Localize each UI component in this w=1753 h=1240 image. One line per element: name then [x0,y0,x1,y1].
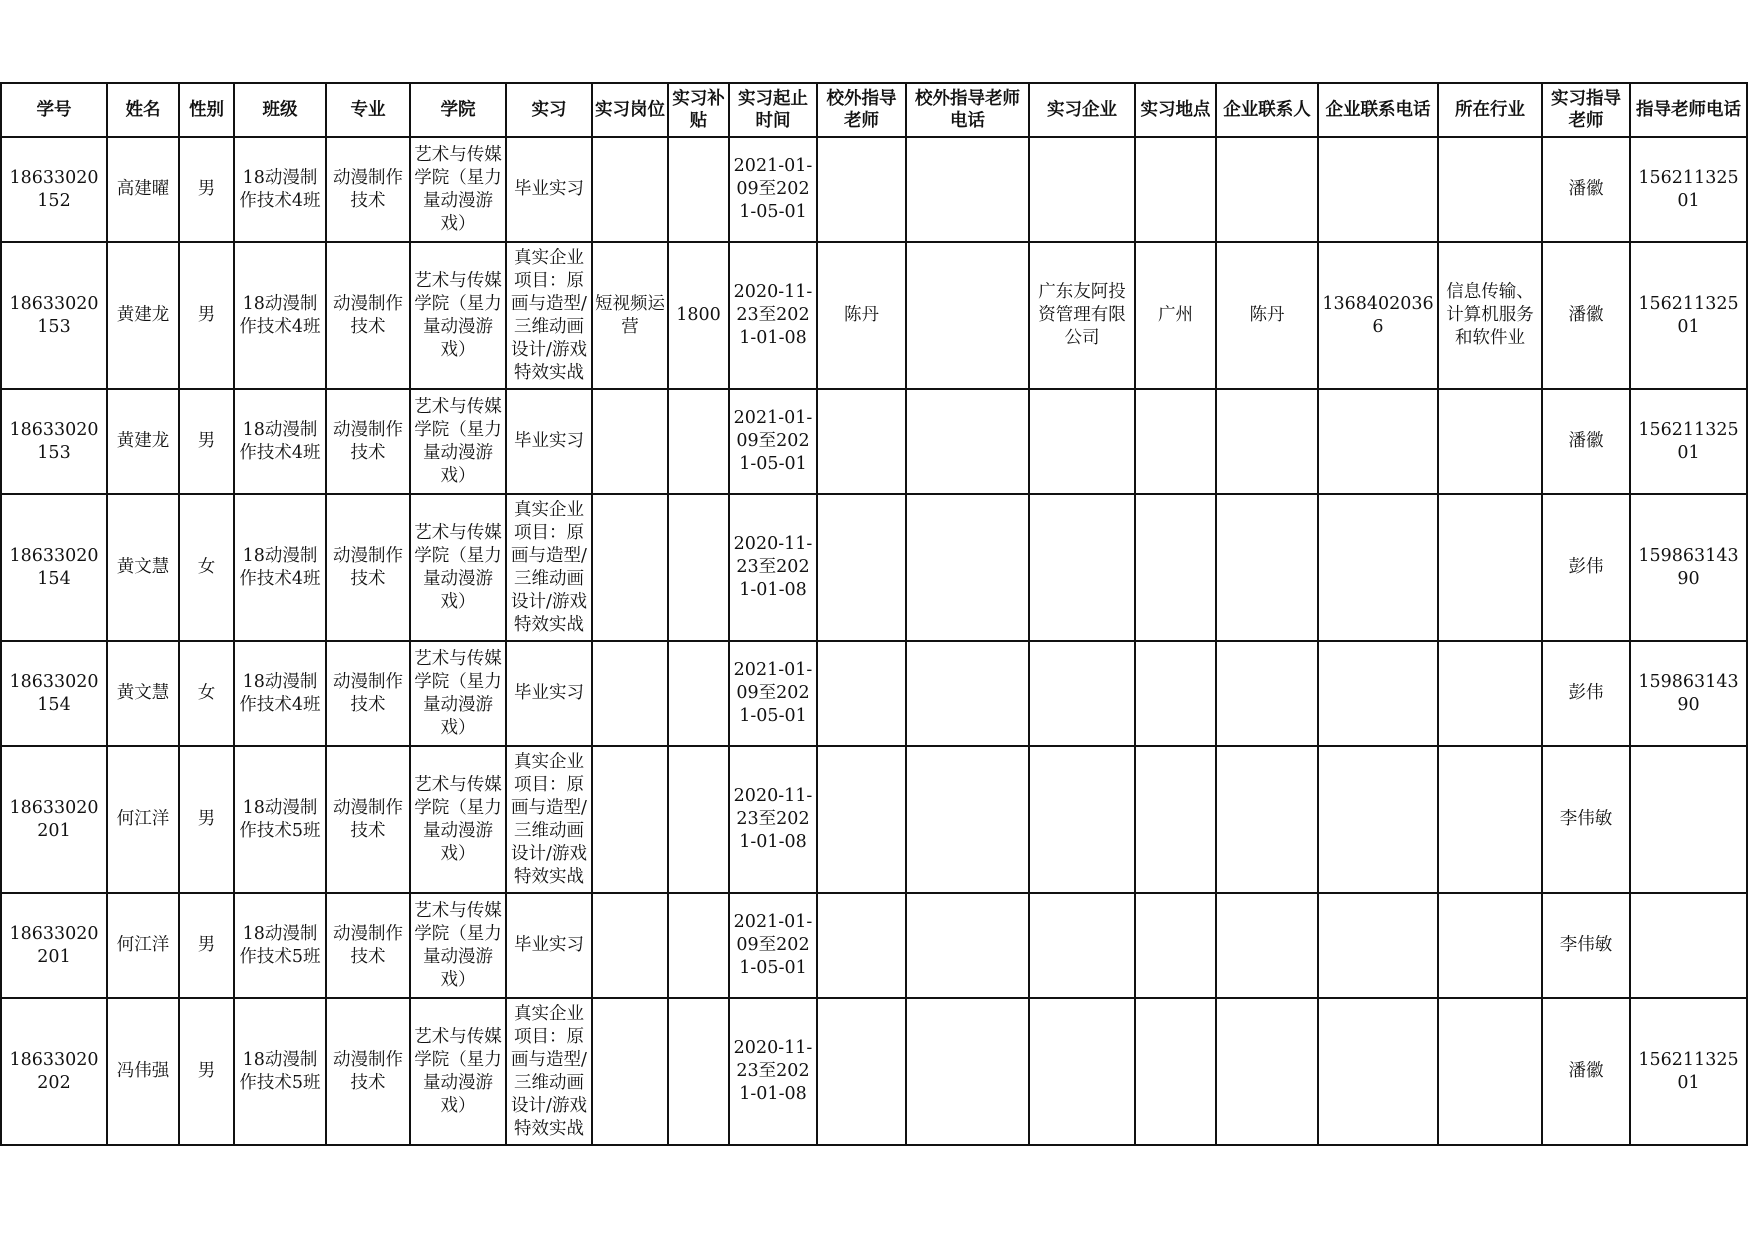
cell-class [234,641,326,746]
cell-text: 冯伟强 [116,1061,170,1081]
cell-text: 女 [197,683,216,703]
cell-text: 潘徽 [1568,1061,1604,1081]
cell-text: 15986314390 [1638,545,1739,589]
cell-company-contact [1216,893,1318,998]
cell-company [1029,746,1135,893]
cell-major [326,893,410,998]
cell-mentor-phone [1630,242,1747,389]
cell-company [1029,998,1135,1145]
header-class: 班级 [234,83,326,137]
cell-period [729,998,817,1145]
cell-internship [506,137,592,242]
cell-company-contact [1216,242,1318,389]
cell-external-mentor [817,242,906,389]
cell-company [1029,389,1135,494]
cell-text: 男 [197,431,216,451]
cell-text: 动漫制作技术 [333,545,403,589]
cell-college [410,137,506,242]
cell-mentor-phone [1630,893,1747,998]
cell-mentor [1542,998,1630,1145]
cell-industry [1438,641,1542,746]
cell-text: 广州 [1158,305,1193,325]
cell-company-phone [1318,494,1438,641]
cell-text: 18动漫制作技术4班 [239,419,321,463]
header-company: 实习企业 [1029,83,1135,137]
cell-gender [179,242,234,389]
cell-internship [506,242,592,389]
cell-text: 艺术与传媒学院（星力量动漫游戏） [414,144,502,234]
cell-student-id [1,746,107,893]
cell-text: 动漫制作技术 [333,419,403,463]
cell-industry [1438,998,1542,1145]
table-row [1,242,1747,389]
header-company-phone: 企业联系电话 [1318,83,1438,137]
cell-text: 潘徽 [1568,305,1604,325]
header-college: 学院 [410,83,506,137]
cell-period [729,389,817,494]
cell-company [1029,137,1135,242]
cell-text: 2020-11-23至2021-01-08 [733,534,813,600]
cell-text: 艺术与传媒学院（星力量动漫游戏） [414,774,502,864]
table-row [1,998,1747,1145]
cell-industry [1438,137,1542,242]
cell-position [592,494,668,641]
cell-text: 动漫制作技术 [333,293,403,337]
cell-mentor-phone [1630,389,1747,494]
cell-text: 黄文慧 [116,557,170,577]
cell-external-mentor [817,389,906,494]
cell-period [729,641,817,746]
header-period: 实习起止时间 [729,83,817,137]
cell-internship [506,893,592,998]
cell-position [592,746,668,893]
header-major: 专业 [326,83,410,137]
cell-text: 2021-01-09至2021-05-01 [733,156,813,222]
cell-company-contact [1216,746,1318,893]
cell-major [326,494,410,641]
cell-text: 2021-01-09至2021-05-01 [733,660,813,726]
header-position: 实习岗位 [592,83,668,137]
cell-text: 18动漫制作技术5班 [239,923,321,967]
cell-text: 动漫制作技术 [333,167,403,211]
cell-subsidy [668,998,729,1145]
cell-text: 艺术与传媒学院（星力量动漫游戏） [414,270,502,360]
header-student-id: 学号 [1,83,107,137]
cell-text: 15621132501 [1638,293,1739,337]
cell-name [107,998,179,1145]
cell-text: 男 [197,809,216,829]
cell-company-phone [1318,893,1438,998]
cell-student-id [1,242,107,389]
cell-company [1029,893,1135,998]
cell-text: 18动漫制作技术4班 [239,671,321,715]
cell-text: 动漫制作技术 [333,923,403,967]
cell-position [592,641,668,746]
cell-college [410,494,506,641]
cell-college [410,746,506,893]
cell-text: 信息传输、计算机服务和软件业 [1446,282,1534,348]
header-location: 实习地点 [1135,83,1216,137]
cell-company-contact [1216,641,1318,746]
cell-name [107,641,179,746]
cell-name [107,389,179,494]
cell-text: 18633020152 [9,167,99,211]
cell-text: 黄建龙 [116,305,170,325]
cell-student-id [1,641,107,746]
cell-subsidy [668,389,729,494]
cell-text: 毕业实习 [514,935,584,955]
table-row [1,494,1747,641]
cell-period [729,137,817,242]
cell-college [410,389,506,494]
cell-mentor [1542,389,1630,494]
cell-mentor-phone [1630,746,1747,893]
cell-mentor [1542,494,1630,641]
cell-text: 艺术与传媒学院（星力量动漫游戏） [414,396,502,486]
cell-company-phone [1318,389,1438,494]
cell-text: 18动漫制作技术4班 [239,293,321,337]
cell-text: 何江洋 [116,935,170,955]
cell-internship [506,389,592,494]
cell-text: 18633020154 [9,545,99,589]
cell-gender [179,998,234,1145]
cell-company-phone [1318,746,1438,893]
cell-location [1135,389,1216,494]
cell-text: 18633020153 [9,419,99,463]
cell-text: 何江洋 [116,809,170,829]
cell-location [1135,137,1216,242]
cell-text: 彭伟 [1568,557,1604,577]
header-mentor-phone: 指导老师电话 [1630,83,1747,137]
cell-position [592,893,668,998]
cell-external-mentor-phone [906,389,1029,494]
cell-text: 彭伟 [1568,683,1604,703]
cell-location [1135,494,1216,641]
cell-name [107,746,179,893]
cell-internship [506,746,592,893]
cell-text: 18633020201 [9,923,99,967]
cell-text: 18633020154 [9,671,99,715]
table-row [1,746,1747,893]
header-mentor: 实习指导老师 [1542,83,1630,137]
cell-text: 陈丹 [844,305,879,325]
cell-major [326,998,410,1145]
cell-mentor-phone [1630,494,1747,641]
cell-text: 男 [197,935,216,955]
cell-position [592,137,668,242]
cell-text: 15621132501 [1638,1049,1739,1093]
cell-text: 18动漫制作技术4班 [239,167,321,211]
header-gender: 性别 [179,83,234,137]
cell-major [326,389,410,494]
cell-company-phone [1318,641,1438,746]
cell-subsidy [668,242,729,389]
cell-external-mentor-phone [906,242,1029,389]
cell-class [234,389,326,494]
cell-student-id [1,494,107,641]
cell-gender [179,494,234,641]
table-row [1,389,1747,494]
cell-internship [506,641,592,746]
cell-external-mentor-phone [906,494,1029,641]
cell-position [592,998,668,1145]
cell-text: 18动漫制作技术5班 [239,797,321,841]
header-internship: 实习 [506,83,592,137]
cell-class [234,494,326,641]
cell-location [1135,998,1216,1145]
header-subsidy: 实习补贴 [668,83,729,137]
cell-text: 18633020201 [9,797,99,841]
cell-text: 18动漫制作技术4班 [239,545,321,589]
cell-mentor-phone [1630,137,1747,242]
cell-class [234,998,326,1145]
cell-student-id [1,389,107,494]
cell-text: 2020-11-23至2021-01-08 [733,1038,813,1104]
cell-text: 2021-01-09至2021-05-01 [733,912,813,978]
table-row [1,137,1747,242]
cell-external-mentor [817,641,906,746]
cell-text: 男 [197,179,216,199]
cell-industry [1438,242,1542,389]
cell-industry [1438,746,1542,893]
cell-name [107,242,179,389]
cell-text: 动漫制作技术 [333,671,403,715]
cell-college [410,998,506,1145]
cell-internship [506,998,592,1145]
cell-company-phone [1318,137,1438,242]
cell-text: 真实企业项目：原画与造型/三维动画设计/游戏特效实战 [511,247,587,383]
cell-position [592,389,668,494]
cell-mentor [1542,137,1630,242]
cell-major [326,242,410,389]
cell-college [410,893,506,998]
cell-location [1135,641,1216,746]
cell-text: 2021-01-09至2021-05-01 [733,408,813,474]
cell-mentor [1542,242,1630,389]
cell-major [326,137,410,242]
cell-major [326,641,410,746]
cell-text: 艺术与传媒学院（星力量动漫游戏） [414,522,502,612]
cell-text: 动漫制作技术 [333,797,403,841]
cell-college [410,641,506,746]
cell-text: 毕业实习 [514,179,584,199]
cell-company-contact [1216,494,1318,641]
cell-major [326,746,410,893]
cell-subsidy [668,494,729,641]
cell-text: 真实企业项目：原画与造型/三维动画设计/游戏特效实战 [511,499,587,635]
cell-text: 毕业实习 [514,431,584,451]
cell-company [1029,641,1135,746]
cell-external-mentor-phone [906,893,1029,998]
cell-position [592,242,668,389]
header-external-mentor: 校外指导老师 [817,83,906,137]
cell-company-contact [1216,998,1318,1145]
cell-industry [1438,494,1542,641]
cell-class [234,242,326,389]
cell-gender [179,137,234,242]
cell-text: 黄建龙 [116,431,170,451]
cell-company-phone [1318,242,1438,389]
internship-table [0,82,1748,1146]
cell-external-mentor-phone [906,641,1029,746]
cell-external-mentor [817,494,906,641]
cell-text: 艺术与传媒学院（星力量动漫游戏） [414,900,502,990]
cell-gender [179,893,234,998]
cell-text: 黄文慧 [116,683,170,703]
cell-class [234,137,326,242]
cell-mentor [1542,641,1630,746]
cell-text: 15621132501 [1638,419,1739,463]
cell-text: 真实企业项目：原画与造型/三维动画设计/游戏特效实战 [511,751,587,887]
table-row [1,641,1747,746]
cell-text: 男 [197,1061,216,1081]
cell-text: 毕业实习 [514,683,584,703]
cell-location [1135,746,1216,893]
cell-student-id [1,137,107,242]
header-industry: 所在行业 [1438,83,1542,137]
cell-mentor [1542,893,1630,998]
cell-period [729,893,817,998]
cell-company [1029,494,1135,641]
cell-name [107,137,179,242]
cell-text: 广东友阿投资管理有限公司 [1038,282,1126,348]
cell-gender [179,389,234,494]
cell-company-contact [1216,137,1318,242]
cell-class [234,746,326,893]
cell-text: 15621132501 [1638,167,1739,211]
cell-text: 18633020153 [9,293,99,337]
cell-company-contact [1216,389,1318,494]
header-name: 姓名 [107,83,179,137]
cell-subsidy [668,137,729,242]
cell-text: 男 [197,305,216,325]
cell-student-id [1,998,107,1145]
cell-text: 2020-11-23至2021-01-08 [733,786,813,852]
cell-company-phone [1318,998,1438,1145]
cell-text: 李伟敏 [1559,809,1613,829]
cell-college [410,242,506,389]
cell-text: 2020-11-23至2021-01-08 [733,282,813,348]
cell-text: 1800 [676,305,721,325]
cell-text: 艺术与传媒学院（星力量动漫游戏） [414,1026,502,1116]
cell-external-mentor [817,746,906,893]
cell-name [107,494,179,641]
cell-text: 13684020366 [1322,293,1434,337]
cell-location [1135,893,1216,998]
cell-student-id [1,893,107,998]
cell-external-mentor-phone [906,137,1029,242]
cell-period [729,242,817,389]
header-company-contact: 企业联系人 [1216,83,1318,137]
cell-text: 李伟敏 [1559,935,1613,955]
cell-text: 动漫制作技术 [333,1049,403,1093]
cell-location [1135,242,1216,389]
cell-text: 18633020202 [9,1049,99,1093]
cell-gender [179,641,234,746]
cell-external-mentor [817,998,906,1145]
cell-text: 15986314390 [1638,671,1739,715]
cell-text: 潘徽 [1568,179,1604,199]
header-external-mentor-phone: 校外指导老师电话 [906,83,1029,137]
cell-gender [179,746,234,893]
cell-text: 陈丹 [1249,305,1285,325]
cell-external-mentor [817,893,906,998]
cell-external-mentor-phone [906,998,1029,1145]
cell-name [107,893,179,998]
cell-text: 女 [197,557,216,577]
cell-text: 潘徽 [1568,431,1604,451]
cell-external-mentor-phone [906,746,1029,893]
cell-company [1029,242,1135,389]
cell-text: 18动漫制作技术5班 [239,1049,321,1093]
cell-text: 艺术与传媒学院（星力量动漫游戏） [414,648,502,738]
cell-mentor-phone [1630,998,1747,1145]
cell-external-mentor [817,137,906,242]
cell-subsidy [668,641,729,746]
cell-class [234,893,326,998]
cell-period [729,746,817,893]
cell-subsidy [668,746,729,893]
table-row [1,893,1747,998]
header-row [1,83,1747,137]
cell-mentor-phone [1630,641,1747,746]
cell-industry [1438,893,1542,998]
cell-mentor [1542,746,1630,893]
cell-text: 短视频运营 [595,293,665,337]
cell-industry [1438,389,1542,494]
cell-text: 真实企业项目：原画与造型/三维动画设计/游戏特效实战 [511,1003,587,1139]
table-body [1,137,1747,1145]
cell-period [729,494,817,641]
cell-text: 高建曜 [116,179,170,199]
cell-subsidy [668,893,729,998]
cell-internship [506,494,592,641]
